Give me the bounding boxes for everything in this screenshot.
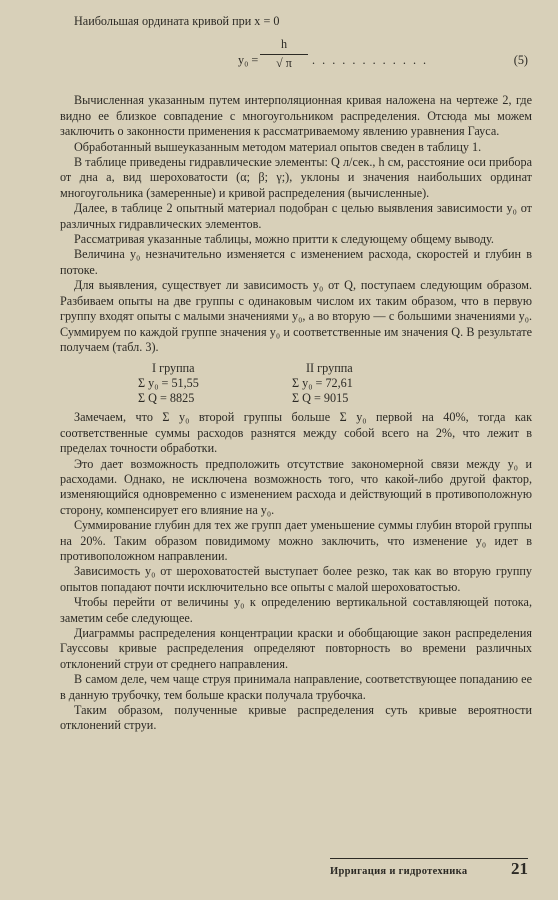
page-footer xyxy=(330,858,528,879)
group-title: II группа xyxy=(306,361,353,376)
paragraph: Диаграммы распределения концентрации краски и обобщающие закон распределения Гауссовы кривые распределения определяют повторность во времени различных отклонений струи от среднего направления. xyxy=(60,626,532,671)
group-sum-y: Σ y₀ = 51,55 xyxy=(138,376,199,391)
formula-leader-dots: . . . . . . . . . . . . xyxy=(312,53,429,68)
paragraph: Суммирование глубин для тех же групп дает уменьшение суммы глубин второй группы на 20%. Таким образом повидимому можно заключить, что изменение y₀ идет в противоположном направлении. xyxy=(60,518,532,563)
group-2 xyxy=(292,361,446,406)
formula-lhs: y₀ = xyxy=(238,53,259,68)
journal-title: Ирригация и гидротехника xyxy=(330,866,468,877)
group-sum-y: Σ y₀ = 72,61 xyxy=(292,376,353,391)
group-1 xyxy=(138,361,292,406)
page-number: 21 xyxy=(511,859,528,878)
paragraph: В самом деле, чем чаще струя принимала направление, соответствующее попаданию ее в данную трубочку, тем больше краски получала трубочка. xyxy=(60,672,532,702)
lead-line: Наибольшая ордината кривой при x = 0 xyxy=(74,14,280,28)
paragraph: Рассматривая указанные таблицы, можно притти к следующему общему выводу. xyxy=(74,232,494,247)
paragraph: Таким образом, полученные кривые распределения суть кривые вероятности отклонений струи. xyxy=(60,703,532,733)
group-sums-table xyxy=(138,361,532,406)
paragraph: Далее, в таблице 2 опытный материал подобран с целью выявления зависимости y₀ от различных гидравлических элементов. xyxy=(60,201,532,231)
paragraph: Замечаем, что Σ y₀ второй группы больше Σ y₀ первой на 40%, тогда как соответственные суммы расходов разнятся между собой всего на 2%, что лежит в пределах точности обработки. xyxy=(60,410,532,456)
paragraph: Для выявления, существует ли зависимость y₀ от Q, поступаем следующим образом. Разбиваем опыты на две группы с одинаковым числом их таким образом, что в первую группу входят опыты с малыми значениями y₀, а во вторую — с большими значениями y₀. Суммируем по каждой группе значения y₀ и соответственные им значения Q. В результате получаем (табл. 3). xyxy=(60,278,532,354)
group-sum-q: Σ Q = 9015 xyxy=(292,391,349,406)
paragraph: Вычисленная указанным путем интерполяционная кривая наложена на чертеже 2, где видно ее близкое совпадение с многоугольником распределения. Отсюда мы можем заключить о законности применения к рассматриваемому явлению уравнения Гауса. xyxy=(60,93,532,139)
group-sum-q: Σ Q = 8825 xyxy=(138,391,195,406)
formula-numerator: h xyxy=(260,37,308,54)
group-title: I группа xyxy=(152,361,195,376)
formula-fraction xyxy=(260,37,308,71)
formula-denominator: √ π xyxy=(276,55,292,70)
paragraph: В таблице приведены гидравлические элементы: Q л/сек., h см, расстояние оси прибора от дна a, вид шероховатости (α; β; γ;), уклоны и значения наибольших ординат многоугольника (замеренные) и кривой распределения (вычисленные). xyxy=(60,155,532,200)
paragraph: Чтобы перейти от величины y₀ к определению вертикальной составляющей потока, заметим себе следующее. xyxy=(60,595,532,625)
formula-number: (5) xyxy=(513,53,528,68)
paragraph: Зависимость y₀ от шероховатостей выступает более резко, так как во вторую группу опытов попадают почти исключительно все опыты с малой шероховатостью. xyxy=(60,564,532,594)
paragraph: Обработанный вышеуказанным методом материал опытов сведен в таблицу 1. xyxy=(74,139,482,154)
paragraph: Величина y₀ незначительно изменяется с изменением расхода, скоростей и глубин в потоке. xyxy=(60,247,532,277)
paragraph: Это дает возможность предположить отсутствие закономерной связи между y₀ и расходами. Однако, не исключена возможность того, что какой-либо другой фактор, изменяющийся одновременно с изменением расхода и действующий в противоположную сторону, компенсирует его влияние на y₀. xyxy=(60,456,532,517)
formula-5 xyxy=(60,31,532,93)
